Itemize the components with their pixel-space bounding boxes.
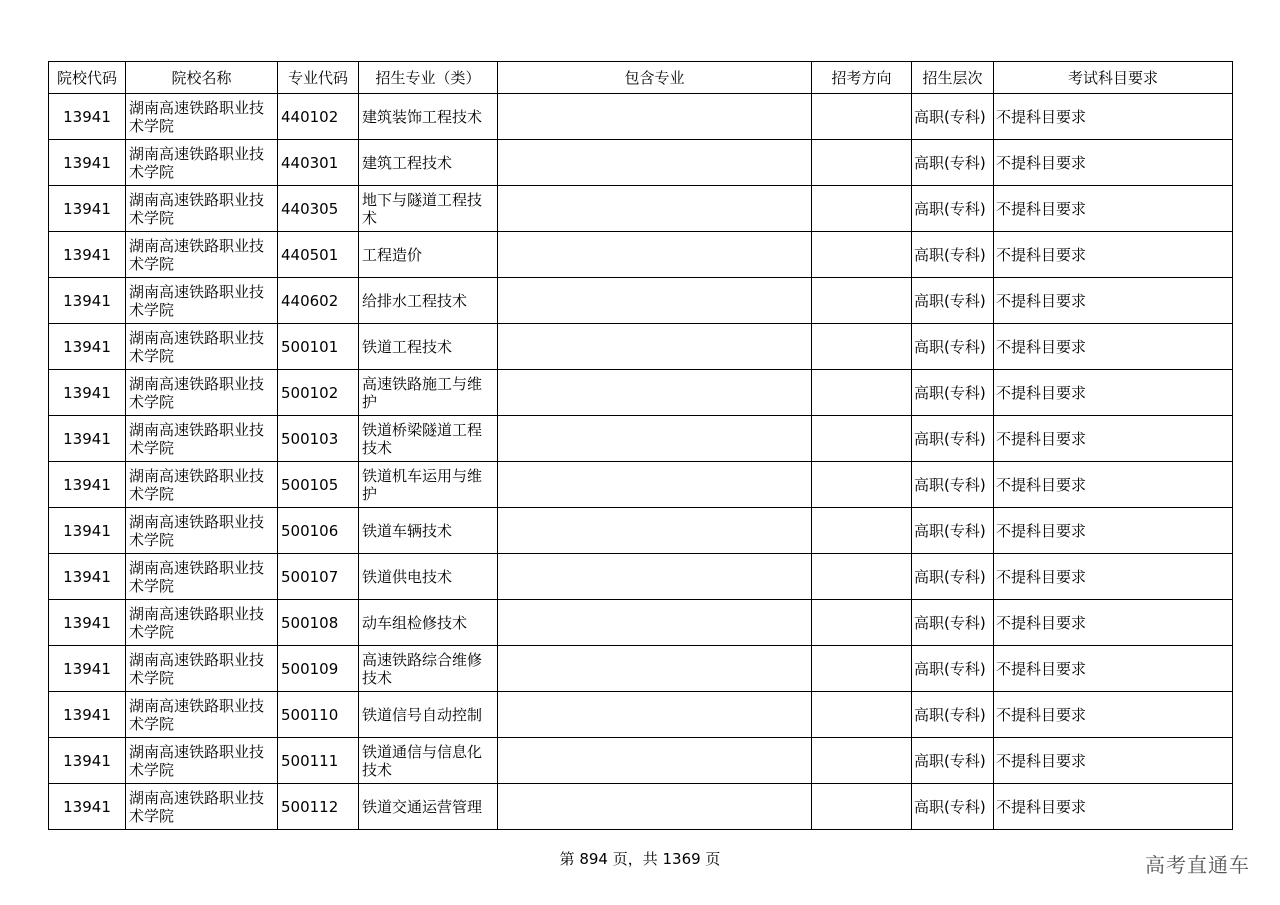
- cell-included-majors: [498, 508, 812, 554]
- cell-level: 高职(专科): [912, 186, 994, 232]
- cell-requirement: 不提科目要求: [994, 232, 1233, 278]
- cell-level: 高职(专科): [912, 416, 994, 462]
- cell-school-code: 13941: [49, 186, 126, 232]
- table-row: [49, 462, 1233, 508]
- admissions-table: [48, 61, 1233, 830]
- table-row: [49, 554, 1233, 600]
- cell-level: 高职(专科): [912, 370, 994, 416]
- cell-major: 建筑装饰工程技术: [359, 94, 498, 140]
- cell-school-name: 湖南高速铁路职业技术学院: [126, 140, 278, 186]
- table-row: [49, 784, 1233, 830]
- cell-requirement: 不提科目要求: [994, 784, 1233, 830]
- cell-direction: [812, 554, 912, 600]
- table-row: [49, 324, 1233, 370]
- cell-major: 建筑工程技术: [359, 140, 498, 186]
- cell-level: 高职(专科): [912, 738, 994, 784]
- cell-requirement: 不提科目要求: [994, 370, 1233, 416]
- cell-level: 高职(专科): [912, 232, 994, 278]
- cell-direction: [812, 278, 912, 324]
- cell-direction: [812, 784, 912, 830]
- cell-direction: [812, 692, 912, 738]
- cell-school-name: 湖南高速铁路职业技术学院: [126, 738, 278, 784]
- cell-level: 高职(专科): [912, 278, 994, 324]
- cell-included-majors: [498, 140, 812, 186]
- cell-included-majors: [498, 738, 812, 784]
- table-row: [49, 278, 1233, 324]
- cell-included-majors: [498, 370, 812, 416]
- cell-school-code: 13941: [49, 554, 126, 600]
- cell-school-code: 13941: [49, 416, 126, 462]
- table-row: [49, 140, 1233, 186]
- cell-level: 高职(专科): [912, 646, 994, 692]
- table-row: [49, 94, 1233, 140]
- table-row: [49, 646, 1233, 692]
- cell-school-name: 湖南高速铁路职业技术学院: [126, 278, 278, 324]
- cell-major-code: 500108: [278, 600, 359, 646]
- cell-school-code: 13941: [49, 370, 126, 416]
- table-row: [49, 738, 1233, 784]
- cell-school-name: 湖南高速铁路职业技术学院: [126, 462, 278, 508]
- cell-major-code: 500102: [278, 370, 359, 416]
- cell-school-code: 13941: [49, 94, 126, 140]
- cell-school-name: 湖南高速铁路职业技术学院: [126, 232, 278, 278]
- table-row: [49, 692, 1233, 738]
- header-major-code: 专业代码: [278, 62, 359, 94]
- cell-requirement: 不提科目要求: [994, 186, 1233, 232]
- header-major: 招生专业（类）: [359, 62, 498, 94]
- cell-requirement: 不提科目要求: [994, 554, 1233, 600]
- cell-major-code: 440102: [278, 94, 359, 140]
- cell-included-majors: [498, 692, 812, 738]
- cell-major: 高速铁路施工与维护: [359, 370, 498, 416]
- cell-major: 铁道交通运营管理: [359, 784, 498, 830]
- cell-school-code: 13941: [49, 324, 126, 370]
- cell-level: 高职(专科): [912, 462, 994, 508]
- cell-school-code: 13941: [49, 738, 126, 784]
- cell-included-majors: [498, 784, 812, 830]
- cell-major-code: 500106: [278, 508, 359, 554]
- cell-direction: [812, 508, 912, 554]
- cell-school-name: 湖南高速铁路职业技术学院: [126, 94, 278, 140]
- header-included-majors: 包含专业: [498, 62, 812, 94]
- cell-school-name: 湖南高速铁路职业技术学院: [126, 600, 278, 646]
- cell-major: 铁道信号自动控制: [359, 692, 498, 738]
- cell-included-majors: [498, 278, 812, 324]
- cell-requirement: 不提科目要求: [994, 324, 1233, 370]
- header-school-name: 院校名称: [126, 62, 278, 94]
- cell-included-majors: [498, 186, 812, 232]
- watermark-logo-text: 高考直通车: [1145, 853, 1250, 877]
- table-row: [49, 370, 1233, 416]
- cell-direction: [812, 462, 912, 508]
- cell-school-name: 湖南高速铁路职业技术学院: [126, 784, 278, 830]
- cell-requirement: 不提科目要求: [994, 278, 1233, 324]
- cell-school-name: 湖南高速铁路职业技术学院: [126, 646, 278, 692]
- cell-direction: [812, 646, 912, 692]
- cell-major-code: 500103: [278, 416, 359, 462]
- cell-school-name: 湖南高速铁路职业技术学院: [126, 692, 278, 738]
- page-number-footer: 第 894 页，共 1369 页: [559, 850, 721, 868]
- cell-direction: [812, 370, 912, 416]
- admissions-table-container: [48, 61, 1232, 830]
- cell-direction: [812, 416, 912, 462]
- cell-major-code: 500110: [278, 692, 359, 738]
- table-row: [49, 232, 1233, 278]
- cell-major-code: 500107: [278, 554, 359, 600]
- header-requirement: 考试科目要求: [994, 62, 1233, 94]
- cell-major-code: 440602: [278, 278, 359, 324]
- cell-major: 动车组检修技术: [359, 600, 498, 646]
- cell-included-majors: [498, 416, 812, 462]
- cell-major: 铁道供电技术: [359, 554, 498, 600]
- cell-included-majors: [498, 232, 812, 278]
- cell-included-majors: [498, 324, 812, 370]
- cell-level: 高职(专科): [912, 94, 994, 140]
- cell-major: 铁道机车运用与维护: [359, 462, 498, 508]
- cell-major-code: 500105: [278, 462, 359, 508]
- header-school-code: 院校代码: [49, 62, 126, 94]
- cell-major: 给排水工程技术: [359, 278, 498, 324]
- table-row: [49, 416, 1233, 462]
- cell-major: 铁道车辆技术: [359, 508, 498, 554]
- cell-requirement: 不提科目要求: [994, 140, 1233, 186]
- cell-major: 铁道通信与信息化技术: [359, 738, 498, 784]
- cell-direction: [812, 324, 912, 370]
- cell-included-majors: [498, 600, 812, 646]
- cell-school-code: 13941: [49, 508, 126, 554]
- cell-school-code: 13941: [49, 278, 126, 324]
- cell-school-name: 湖南高速铁路职业技术学院: [126, 186, 278, 232]
- cell-level: 高职(专科): [912, 324, 994, 370]
- cell-requirement: 不提科目要求: [994, 462, 1233, 508]
- cell-direction: [812, 232, 912, 278]
- table-row: [49, 600, 1233, 646]
- cell-requirement: 不提科目要求: [994, 508, 1233, 554]
- cell-major-code: 440305: [278, 186, 359, 232]
- cell-direction: [812, 600, 912, 646]
- cell-direction: [812, 738, 912, 784]
- cell-major-code: 440501: [278, 232, 359, 278]
- cell-level: 高职(专科): [912, 140, 994, 186]
- cell-level: 高职(专科): [912, 784, 994, 830]
- cell-major: 工程造价: [359, 232, 498, 278]
- cell-level: 高职(专科): [912, 692, 994, 738]
- header-level: 招生层次: [912, 62, 994, 94]
- cell-major-code: 500101: [278, 324, 359, 370]
- cell-school-code: 13941: [49, 232, 126, 278]
- cell-school-name: 湖南高速铁路职业技术学院: [126, 370, 278, 416]
- cell-requirement: 不提科目要求: [994, 94, 1233, 140]
- cell-direction: [812, 140, 912, 186]
- table-body: [49, 94, 1233, 830]
- cell-level: 高职(专科): [912, 554, 994, 600]
- cell-requirement: 不提科目要求: [994, 600, 1233, 646]
- cell-major-code: 500111: [278, 738, 359, 784]
- header-direction: 招考方向: [812, 62, 912, 94]
- table-row: [49, 186, 1233, 232]
- cell-major-code: 500109: [278, 646, 359, 692]
- cell-requirement: 不提科目要求: [994, 646, 1233, 692]
- cell-school-name: 湖南高速铁路职业技术学院: [126, 416, 278, 462]
- cell-school-name: 湖南高速铁路职业技术学院: [126, 554, 278, 600]
- cell-requirement: 不提科目要求: [994, 416, 1233, 462]
- cell-major-code: 440301: [278, 140, 359, 186]
- table-header-row: [49, 62, 1233, 94]
- cell-school-code: 13941: [49, 646, 126, 692]
- cell-school-code: 13941: [49, 600, 126, 646]
- cell-level: 高职(专科): [912, 508, 994, 554]
- cell-included-majors: [498, 462, 812, 508]
- cell-school-code: 13941: [49, 140, 126, 186]
- cell-direction: [812, 186, 912, 232]
- table-row: [49, 508, 1233, 554]
- cell-school-name: 湖南高速铁路职业技术学院: [126, 508, 278, 554]
- cell-school-code: 13941: [49, 462, 126, 508]
- cell-major: 铁道桥梁隧道工程技术: [359, 416, 498, 462]
- cell-included-majors: [498, 646, 812, 692]
- cell-requirement: 不提科目要求: [994, 738, 1233, 784]
- cell-direction: [812, 94, 912, 140]
- cell-requirement: 不提科目要求: [994, 692, 1233, 738]
- cell-included-majors: [498, 554, 812, 600]
- cell-major: 地下与隧道工程技术: [359, 186, 498, 232]
- cell-major: 高速铁路综合维修技术: [359, 646, 498, 692]
- cell-school-code: 13941: [49, 784, 126, 830]
- cell-major-code: 500112: [278, 784, 359, 830]
- cell-school-name: 湖南高速铁路职业技术学院: [126, 324, 278, 370]
- cell-school-code: 13941: [49, 692, 126, 738]
- cell-level: 高职(专科): [912, 600, 994, 646]
- cell-included-majors: [498, 94, 812, 140]
- cell-major: 铁道工程技术: [359, 324, 498, 370]
